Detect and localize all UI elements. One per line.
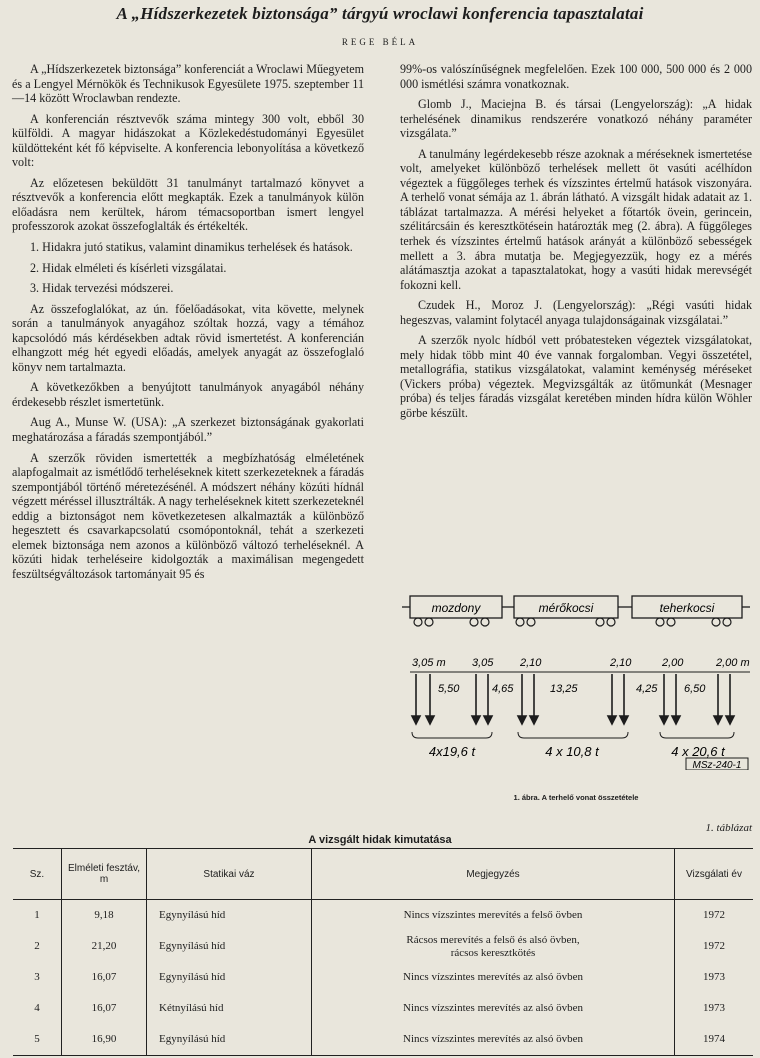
group-brackets [412,732,734,738]
cell-statikai: Egynyílású híd [147,931,312,962]
paragraph: A tanulmány legérdekesebb része azoknak a méréseknek ismertetése volt, amelyeket különböző terhelések mellett öt vasúti acélhídon végeztek a függőleges terhek és vízszintes értelmű hatások viszonyára. A terhelő vonat sémája az 1. ábrán látható. A vizsgált hidak adatait az 1. táblázat tartalmazza. A mérési helyeket a főtartók övein, gerincein, szélitárcsáin és keresztkötésein határozták meg (2. ábra). A függőleges terhek és vízszintes értelmű hatások arányát a különböző sebességek mellett a 3. ábra mutatja be. Megjegyezzük, hogy ez a mérés alátámasztja azokat a tapasztalatokat, hogy a vasúti hidak merevségét fokozni kell. [400,146,752,292]
cell-sz: 2 [34,940,40,952]
paragraph: Az előzetesen beküldött 31 tanulmányt tartalmazó könyvet a résztvevők a konferencia előtt megkapták. Ezek a tanulmányok külön előadásra nem kerültek, három témacsoportban ismert lengyel professzorok azokat összefoglalták és értékelték. [12,175,364,234]
dimension-label: 13,25 [550,683,578,695]
cell-sz: 3 [34,971,40,983]
car-label: teherkocsi [659,601,715,615]
cell-ev: 1973 [675,993,754,1024]
dimension-label: 2,10 [610,657,632,669]
table-number: 1. táblázat [705,822,752,834]
note-line: Nincs vízszintes merevítés az alsó övben [403,1033,583,1045]
header-sz: Sz. [13,849,62,900]
article-title: A „Hídszerkezetek biztonsága” tárgyú wroclawi konferencia tapasztalatai [116,4,644,23]
group-load-label: 4 x 10,8 t [545,744,599,759]
paragraph: A „Hídszerkezetek biztonsága” konferenciát a Wroclawi Műegyetem és a Lengyel Mérnökök és Technikusok Egyesülete 1975. szeptember 11—14 között Wroclawban rendezte. [12,62,364,106]
dimension-label: 3,05 [472,657,494,669]
group-load-label: 4 x 20,6 t [671,744,725,759]
cell-fesztav: 9,18 [62,900,147,932]
cell-ev: 1973 [675,962,754,993]
load-train-figure [400,586,752,770]
dimension-label: 4,25 [636,683,658,695]
paper-reference: Czudek H., Moroz J. (Lengyelország): „Régi vasúti hidak hegeszvas, valamint folytacél anyaga tulajdonságainak vizsgálatai.” [400,298,752,327]
cell-megjegyzes [312,993,675,1024]
right-column [400,62,752,421]
car-label: mozdony [431,601,481,615]
cell-fesztav: 21,20 [62,931,147,962]
table-row [13,900,753,932]
cell-megjegyzes [312,1024,675,1056]
cell-ev: 1974 [675,1024,754,1056]
cell-statikai: Egynyílású híd [147,1024,312,1056]
paragraph: A szerzők röviden ismertették a megbízhatóság elméletének alapfogalmait az ismétlődő terheléseknek kitett szerkezeteknek a fáradás szempontjából történő méretezésénél. A módszert néhány közúti hídnál végzett méréssel illusztrálták. A nagy terheléseknek kitett szerkezeteknél eddig a biztonságot nem következetesen alkalmazták a különböző hegesztett és csavarkapcsolatú csomópontoknál, tehát a szerkezeti elemek biztonsága nem azonos a különböző változó terheléseknél. A közúti hidak terheléseire kidolgozták a maximálisan megengedett feszültségváltozások tartományait 95 és [12,450,364,581]
cell-fesztav: 16,07 [62,993,147,1024]
cell-ev: 1972 [675,900,754,932]
wheels [414,618,731,626]
note-line: Nincs vízszintes merevítés az alsó övben [403,971,583,983]
figure-caption: 1. ábra. A terhelő vonat összetétele [513,793,639,802]
cell-megjegyzes [312,900,675,932]
paragraph: A szerzők nyolc hídból vett próbatesteken végeztek vizsgálatokat, mely hidak több mint 40 éve vannak forgalomban. Vegyi összetétel, metallográfia, statikus vizsgálatokat, valamint keménység méréseket (Vickers próba) végeztek. Megvizsgálták az ütőmunkát (Mesnager próba) és teljes fáradás vizsgálat keretében minden hídra külön Wöhler görbe készült. [400,333,752,421]
cell-statikai: Egynyílású híd [147,900,312,932]
paragraph: 99%-os valószínűségnek megfelelően. Ezek 100 000, 500 000 és 2 000 000 ismétlési számra vonatkoznak. [400,62,752,91]
header-megjegyzes: Megjegyzés [312,849,675,900]
note-line: Nincs vízszintes merevítés a felső övben [403,909,583,921]
cell-ev: 1972 [675,931,754,962]
cell-megjegyzes [312,931,675,962]
table-title: A vizsgált hidak kimutatása [308,834,452,846]
dimension-label: 5,50 [438,683,460,695]
bridge-table [13,848,753,1056]
note-line: rácsos keresztkötés [450,946,536,959]
dimension-label: 4,65 [492,683,514,695]
header-ev: Vizsgálati év [675,849,754,900]
paragraph: Az összefoglalókat, az ún. főelőadásokat, vita követte, melynek során a tanulmányok anyagához szóltak hozzá, vagy a témához kapcsolódó más kérdésekben adtak rövid ismertetést. A konferencián elhangzott még hét egyedi előadás, amelyek anyagát az összefoglaló könyv nem tartalmazta. [12,301,364,374]
paper-reference: Glomb J., Maciejna B. és társai (Lengyelország): „A hidak terhelésének dinamikus rendszerére vonatkozó néhány paraméter vizsgálata.” [400,97,752,141]
paper-reference: Aug A., Munse W. (USA): „A szerkezet biztonságának gyakorlati meghatározása a fáradás szempontjából.” [12,415,364,445]
cell-statikai: Kétnyílású híd [147,993,312,1024]
list-item: 2. Hidak elméleti és kísérleti vizsgálatai. [30,260,227,275]
dimension-label: 3,05 m [412,657,446,669]
dimension-label: 2,00 [662,657,684,669]
paragraph: A konferencián résztvevők száma mintegy 300 volt, ebből 30 külföldi. A magyar hidászokat a Közlekedéstudományi Egyesület küldötteként két fő képviselte. A konferencia lebonyolítása a következő volt: [12,111,364,170]
table-row [13,931,753,962]
cell-fesztav: 16,07 [62,962,147,993]
header-fesztav: Elméleti fesztáv, m [62,849,147,900]
note-line: Nincs vízszintes merevítés az alsó övben [403,1002,583,1014]
left-column [12,62,364,582]
cell-megjegyzes [312,962,675,993]
list-item: 3. Hidak tervezési módszerei. [30,281,174,296]
list-item: 1. Hidakra jutó statikus, valamint dinamikus terhelések és hatások. [30,240,353,255]
table-header-row [13,849,753,900]
cell-statikai: Egynyílású híd [147,962,312,993]
cell-sz: 5 [13,1024,62,1056]
header-statikai: Statikai váz [147,849,312,900]
axle-load-arrows [412,674,734,724]
standard-label: MSz-240-1 [692,760,742,770]
dimension-label: 2,00 m [716,657,750,669]
cell-sz: 1 [34,909,40,921]
table-row [13,962,753,993]
dimension-label: 6,50 [684,683,706,695]
group-load-label: 4x19,6 t [428,744,476,759]
car-label: mérőkocsi [538,601,594,615]
paragraph: A következőkben a benyújtott tanulmányok anyagából néhány érdekesebb részlet ismertetünk. [12,380,364,409]
note-line: Rácsos merevítés a felső és alsó övben, [406,933,580,946]
table-row [13,1024,753,1056]
cell-fesztav: 16,90 [62,1024,147,1056]
dimension-label: 2,10 [520,657,542,669]
article-author: REGE BÉLA [341,37,419,47]
table-row [13,993,753,1024]
cell-sz: 4 [34,1002,40,1014]
